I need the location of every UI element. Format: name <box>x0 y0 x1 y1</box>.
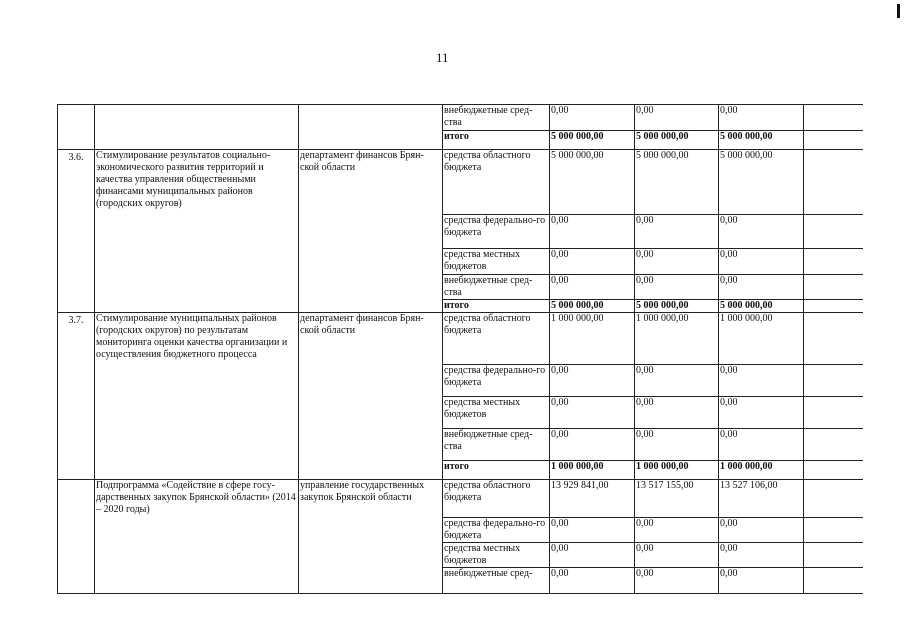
empty-cell <box>804 429 864 461</box>
amount-cell-1: 1 000 000,00 <box>550 313 635 365</box>
item-title-cell: Подпрограмма «Содействие в сфере госу-дарственных закупок Брянской области» (2014 – 2020 годы) <box>95 480 299 594</box>
amount-cell-3: 0,00 <box>719 249 804 275</box>
executor-cell <box>299 105 443 150</box>
amount-cell-3: 0,00 <box>719 215 804 249</box>
empty-cell <box>804 150 864 215</box>
amount-cell-2: 0,00 <box>635 429 719 461</box>
amount-cell-2: 0,00 <box>635 365 719 397</box>
amount-cell-2: 0,00 <box>635 518 719 543</box>
amount-cell-3: 1 000 000,00 <box>719 313 804 365</box>
empty-cell <box>804 313 864 365</box>
item-number-cell <box>58 480 95 594</box>
empty-cell <box>804 105 864 131</box>
executor-cell: департамент финансов Брян-ской области <box>299 150 443 313</box>
item-title-cell: Стимулирование результатов социально-экономического развития территорий и качества управления общественными финансами муниципальных районов (городских округов) <box>95 150 299 313</box>
funding-source-cell: средства областного бюджета <box>443 313 550 365</box>
item-number-cell: 3.6. <box>58 150 95 313</box>
amount-cell-3: 5 000 000,00 <box>719 300 804 313</box>
funding-source-cell: средства местных бюджетов <box>443 543 550 568</box>
amount-cell-2: 0,00 <box>635 215 719 249</box>
funding-source-cell: внебюджетные сред-ства <box>443 105 550 131</box>
amount-cell-1: 0,00 <box>550 105 635 131</box>
funding-source-cell: внебюджетные сред-ства <box>443 275 550 300</box>
amount-cell-3: 0,00 <box>719 543 804 568</box>
amount-cell-3: 1 000 000,00 <box>719 461 804 480</box>
amount-cell-1: 0,00 <box>550 397 635 429</box>
amount-cell-2: 0,00 <box>635 105 719 131</box>
amount-cell-3: 0,00 <box>719 365 804 397</box>
funding-source-cell: средства федерально-го бюджета <box>443 365 550 397</box>
funding-source-cell: средства местных бюджетов <box>443 397 550 429</box>
empty-cell <box>804 131 864 150</box>
budget-table-frame <box>57 104 863 640</box>
table-row <box>58 150 864 215</box>
executor-cell: управление государственных закупок Брянской области <box>299 480 443 594</box>
amount-cell-2: 0,00 <box>635 249 719 275</box>
empty-cell <box>804 518 864 543</box>
funding-source-cell: внебюджетные сред- <box>443 568 550 594</box>
amount-cell-2: 0,00 <box>635 397 719 429</box>
empty-cell <box>804 300 864 313</box>
item-number-cell: 3.7. <box>58 313 95 480</box>
funding-source-cell: средства федерально-го бюджета <box>443 518 550 543</box>
item-title-cell <box>95 105 299 150</box>
empty-cell <box>804 249 864 275</box>
empty-cell <box>804 543 864 568</box>
amount-cell-1: 5 000 000,00 <box>550 131 635 150</box>
amount-cell-2: 5 000 000,00 <box>635 300 719 313</box>
amount-cell-3: 0,00 <box>719 397 804 429</box>
amount-cell-3: 0,00 <box>719 568 804 594</box>
empty-cell <box>804 397 864 429</box>
table-body <box>58 105 864 594</box>
amount-cell-3: 13 527 106,00 <box>719 480 804 518</box>
item-title-cell: Стимулирование муниципальных районов (городских округов) по результатам мониторинга оценки качества организации и осуществления бюджетного процесса <box>95 313 299 480</box>
amount-cell-2: 5 000 000,00 <box>635 150 719 215</box>
amount-cell-1: 0,00 <box>550 249 635 275</box>
amount-cell-1: 0,00 <box>550 365 635 397</box>
amount-cell-2: 0,00 <box>635 275 719 300</box>
amount-cell-1: 5 000 000,00 <box>550 300 635 313</box>
funding-source-cell: внебюджетные сред-ства <box>443 429 550 461</box>
amount-cell-3: 5 000 000,00 <box>719 150 804 215</box>
amount-cell-2: 13 517 155,00 <box>635 480 719 518</box>
amount-cell-1: 13 929 841,00 <box>550 480 635 518</box>
amount-cell-1: 0,00 <box>550 568 635 594</box>
amount-cell-1: 0,00 <box>550 275 635 300</box>
amount-cell-1: 5 000 000,00 <box>550 150 635 215</box>
funding-source-cell: средства федерально-го бюджета <box>443 215 550 249</box>
funding-source-cell: средства местных бюджетов <box>443 249 550 275</box>
funding-source-cell: итого <box>443 461 550 480</box>
amount-cell-3: 5 000 000,00 <box>719 131 804 150</box>
empty-cell <box>804 215 864 249</box>
amount-cell-2: 1 000 000,00 <box>635 313 719 365</box>
empty-cell <box>804 568 864 594</box>
table-row <box>58 480 864 518</box>
empty-cell <box>804 275 864 300</box>
amount-cell-1: 1 000 000,00 <box>550 461 635 480</box>
amount-cell-2: 0,00 <box>635 543 719 568</box>
amount-cell-1: 0,00 <box>550 518 635 543</box>
scan-edge-mark <box>897 4 900 18</box>
amount-cell-2: 1 000 000,00 <box>635 461 719 480</box>
empty-cell <box>804 480 864 518</box>
amount-cell-1: 0,00 <box>550 429 635 461</box>
table-row <box>58 105 864 131</box>
amount-cell-1: 0,00 <box>550 543 635 568</box>
amount-cell-3: 0,00 <box>719 429 804 461</box>
amount-cell-3: 0,00 <box>719 105 804 131</box>
amount-cell-2: 0,00 <box>635 568 719 594</box>
empty-cell <box>804 365 864 397</box>
amount-cell-1: 0,00 <box>550 215 635 249</box>
item-number-cell <box>58 105 95 150</box>
page-number: 11 <box>436 50 449 65</box>
funding-source-cell: средства областного бюджета <box>443 480 550 518</box>
amount-cell-3: 0,00 <box>719 518 804 543</box>
budget-table <box>57 104 863 594</box>
funding-source-cell: средства областного бюджета <box>443 150 550 215</box>
empty-cell <box>804 461 864 480</box>
funding-source-cell: итого <box>443 131 550 150</box>
funding-source-cell: итого <box>443 300 550 313</box>
amount-cell-2: 5 000 000,00 <box>635 131 719 150</box>
executor-cell: департамент финансов Брян-ской области <box>299 313 443 480</box>
table-row <box>58 313 864 365</box>
amount-cell-3: 0,00 <box>719 275 804 300</box>
